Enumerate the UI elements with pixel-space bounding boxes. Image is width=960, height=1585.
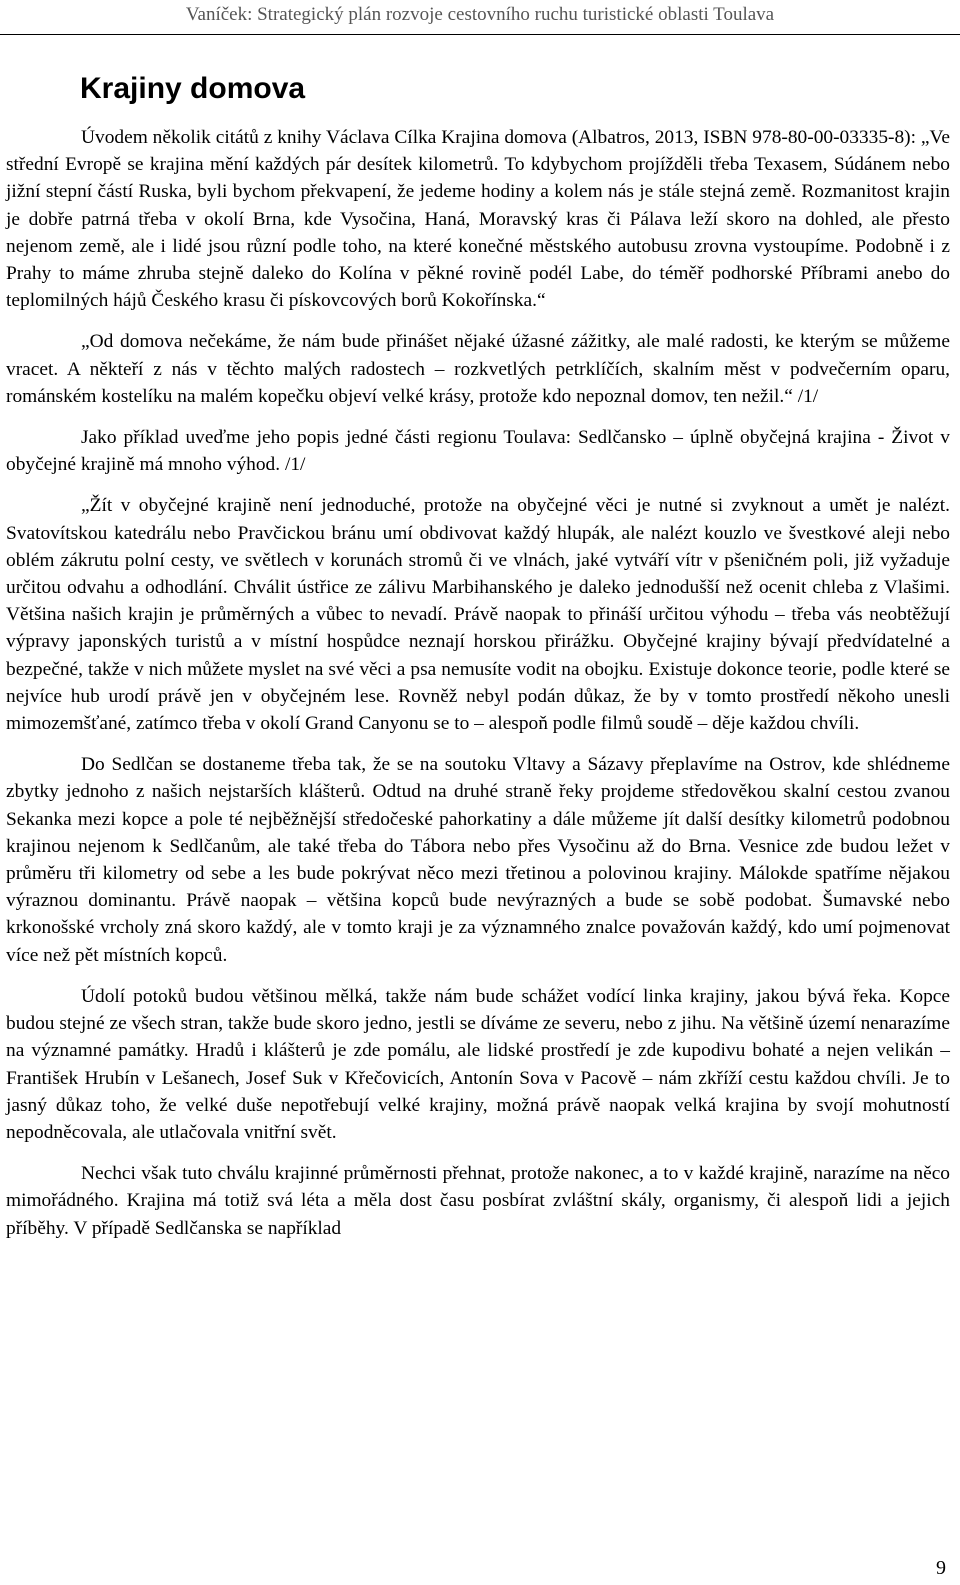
page-number: 9 <box>936 1557 946 1579</box>
running-header: Vaníček: Strategický plán rozvoje cestovního ruchu turistické oblasti Toulava <box>185 4 775 25</box>
paragraph-6: Údolí potoků budou většinou mělká, takže nám bude schážet vodící linka krajiny, jakou bývá řeka. Kopce budou stejné ze všech stran, takže bude skoro jedno, jestli se díváme ze severu, nebo z jihu. Na většině území nenarazíme na významné památky. Hradů i klášterů je zde pomálu, ale lidské prostředí je zde kupodivu bohaté a nejen velikán – František Hrubín v Lešanech, Josef Suk v Křečovicích, Antonín Sova v Pacově – nám zkříží cestu každou chvíli. Je to jasný důkaz toho, že velké duše nepotřebují velké krajiny, možná právě naopak velká krajina by svojí mohutností nepodněcovala, ale utlačovala vnitřní svět. <box>6 985 950 1143</box>
body-text <box>6 124 950 1256</box>
paragraph-1: Úvodem několik citátů z knihy Václava Cílka Krajina domova (Albatros, 2013, ISBN 978-80-00-03335-8): „Ve střední Evropě se krajina mění každých pár desítek kilometrů. To kdybychom projížděli třeba Texasem, Súdánem nebo jižní stepní částí Ruska, byli bychom překvapení, že jedeme hodiny a kolem nás je stále stejná země. Rozmanitost krajin je dobře patrná třeba v okolí Brna, kde Vysočina, Haná, Moravský kras či Pálava leží skoro na dohled, ale přesto nejenom země, ale i lidé jsou různí podle toho, na které konečné městského autobusu zrovna vystoupíme. Podobně i z Prahy to máme zhruba stejně daleko do Kolína v pěkné rovině podél Labe, do téměř podhorské Příbrami anebo do teplomilných hájů Českého krasu či pískovcových borů Kokořínska.“ <box>6 127 950 312</box>
section-title: Krajiny domova <box>80 72 306 105</box>
paragraph-5: Do Sedlčan se dostaneme třeba tak, že se na soutoku Vltavy a Sázavy přeplavíme na Ostrov, kde shlédneme zbytky jednoho z našich nejstarších klášterů. Odtud na druhé straně řeky projdeme středověkou skalní cestou zvanou Sekanka mezi kopce a pole té nejběžnější středočeské pahorkatiny a dále můžeme jít další desítky kilometrů podobnou krajinou nejenom k Sedlčanům, ale také třeba do Tábora nebo přes Vysočinu až do Brna. Vesnice zde budou ležet v průměru tři kilometry od sebe a les bude pokrývat něco mezi třetinou a polovinou krajiny. Málokde spatříme nějakou výraznou dominantu. Právě naopak – většina kopců bude nevýrazných a bude se sobě podobat. Šumavské nebo krkonošské vrcholy zná skoro každý, ale v tomto kraji je za významného znalce považován každý, kdo umí pojmenovat více než pět místních kopců. <box>6 754 950 966</box>
paragraph-7: Nechci však tuto chválu krajinné průměrnosti přehnat, protože nakonec, a to v každé krajině, narazíme na něco mimořádného. Krajina má totiž svá léta a měla dost času posbírat zvláštní skály, organismy, či alespoň lidi a jejich příběhy. V případě Sedlčanska se například <box>6 1163 950 1239</box>
header-divider <box>0 34 960 35</box>
paragraph-3: Jako příklad uveďme jeho popis jedné části regionu Toulava: Sedlčansko – úplně obyčejná krajina - Život v obyčejné krajině má mnoho výhod. /1/ <box>6 427 950 476</box>
paragraph-4: „Žít v obyčejné krajině není jednoduché, protože na obyčejné věci je nutné si zvyknout a umět je nalézt. Svatovítskou katedrálu nebo Pravčickou bránu umí obdivovat každý hlupák, ale nalézt kouzlo ve švestkové aleji nebo oblém zákrutu polní cesty, ve světlech v korunách stromů či ve vlnách, jaké vytváří vítr v pšeničném poli, již vyžaduje určitou odvahu a odhodlání. Chválit ústřice ze zálivu Marbihanského je daleko jednodušší než ocenit chleba z Vlašimi. Většina našich krajin je průměrných a vůbec to nevadí. Právě naopak to přináší určitou výhodu – třeba vás neobtěžují výpravy japonských turistů a v místní hospůdce neznají horskou přirážku. Obyčejné krajiny bývají předvídatelné a bezpečné, takže v nich můžete myslet na své věci a psa nemusíte vodit na obojku. Existuje dokonce teorie, podle které se nejvíce hub urodí právě jen v obyčejném lese. Rovněž nebyl podán důkaz, že by v tomto prostředí někoho unesli mimozemšťané, zatímco třeba v okolí Grand Canyonu se to – alespoň podle filmů soudě – děje každou chvíli. <box>6 495 950 735</box>
paragraph-2: „Od domova nečekáme, že nám bude přinášet nějaké úžasné zážitky, ale malé radosti, ke kterým se můžeme vracet. A někteří z nás v těchto malých radostech – rozkvetlých petrklíčích, skalním měst v podvečerním oparu, románském kostelíku na malém kopečku objeví velké krásy, protože kdo nepoznal domov, ten nežil.“ /1/ <box>6 331 950 407</box>
